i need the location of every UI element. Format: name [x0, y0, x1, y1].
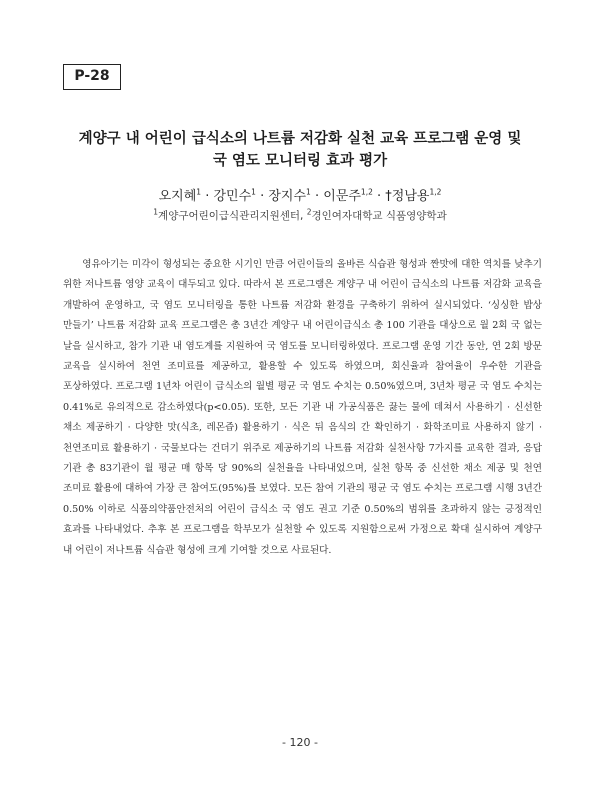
author-affiliation-mark: 1 — [251, 187, 256, 197]
author-list — [60, 188, 540, 206]
author-name: 이문주 — [323, 189, 361, 204]
affiliation-text: 경인여자대학교 식품영양학과 — [311, 210, 447, 222]
author-name: 오지혜 — [158, 189, 197, 204]
author-separator: · — [201, 189, 214, 204]
author-affiliation-mark: 1,2 — [429, 187, 442, 197]
author-separator: · — [255, 189, 269, 204]
affiliations — [60, 209, 540, 224]
affiliation-text: 계양구어린이급식관리지원센터, — [158, 210, 307, 222]
author-affiliation-mark: 1,2 — [360, 187, 373, 197]
affiliation-mark: 2 — [306, 207, 312, 217]
author-affiliation-mark: 1 — [196, 187, 202, 197]
author-affiliation-mark: 1 — [306, 187, 311, 197]
author-name: 장지수 — [268, 189, 307, 204]
page-number: - 120 - — [282, 736, 318, 749]
author-name: 강민수 — [213, 189, 252, 204]
paper-title — [60, 128, 540, 172]
author-separator: · — [310, 189, 324, 204]
author-name: †정남용 — [385, 189, 430, 204]
title-line-2: 국 염도 모니터링 효과 평가 — [212, 153, 388, 169]
poster-id-label: P-28 — [63, 64, 121, 90]
title-line-1: 계양구 내 어린이 급식소의 나트륨 저감화 실천 교육 프로그램 운영 및 — [78, 131, 522, 147]
abstract-body: 영유아기는 미각이 형성되는 중요한 시기인 만큼 어린이들의 올바른 식습관 형성과 짠맛에 대한 역치를 낮추기 위한 저나트륨 영양 교육이 대두되고 있다. 따라서 본 프로그램은 계양구 내 어린이 급식소의 나트륨 저감화 교육을 개발하여 운영하고, 국 염도 모니터링을 통한 나트륨 저감화 환경을 구축하기 위하여 실시되었다. ‘싱싱한 밥상 만들기’ 나트륨 저감화 교육 프로그램은 총 3년간 계양구 내 어린이급식소 총 100 기관을 대상으로 월 2회 국 없는 날을 실시하고, 참가 기관 내 염도계를 지원하여 국 염도를 모니터링하였다. 프로그램 운영 기간 동안, 연 2회 방문 교육을 실시하여 천연 조미료를 제공하고, 활용할 수 있도록 하였으며, 회신율과 참여율이 우수한 기관을 포상하였다. 프로그램 1년차 어린이 급식소의 월별 평균 국 염도 수치는 0.50%였으며, 3년차 평균 국 염도 수치는 0.41%로 유의적으로 감소하였다(p<0.05). 또한, 모든 기관 내 가공식품은 끓는 물에 데쳐서 사용하기 · 신선한 채소 제공하기 · 다양한 맛(식초, 레몬즙) 활용하기 · 식은 뒤 음식의 간 확인하기 · 화학조미료 사용하지 않기 · 천연조미료 활용하기 · 국물보다는 건더기 위주로 제공하기의 나트륨 저감화 실천사항 7가지를 교육한 결과, 응답 기관 총 83기관이 월 평균 매 항목 당 90%의 실천율을 나타내었으며, 실천 항목 중 신선한 채소 제공 및 천연 조미료 활용에 대하여 가장 큰 참여도(95%)를 보였다. 모든 참여 기관의 평균 국 염도 수치는 프로그램 시행 3년간 0.50% 이하로 식품의약품안전처의 어린이 급식소 국 염도 권고 기준 0.50%의 범위를 초과하지 않는 긍정적인 효과를 나타내었다. 추후 본 프로그램을 학부모가 실천할 수 있도록 지원함으로써 가정으로 확대 실시하여 계양구 내 어린이 저나트륨 식습관 형성에 크게 기여할 것으로 사료된다. — [63, 259, 542, 556]
affiliation-mark: 1 — [153, 207, 159, 217]
author-separator: · — [372, 189, 386, 204]
